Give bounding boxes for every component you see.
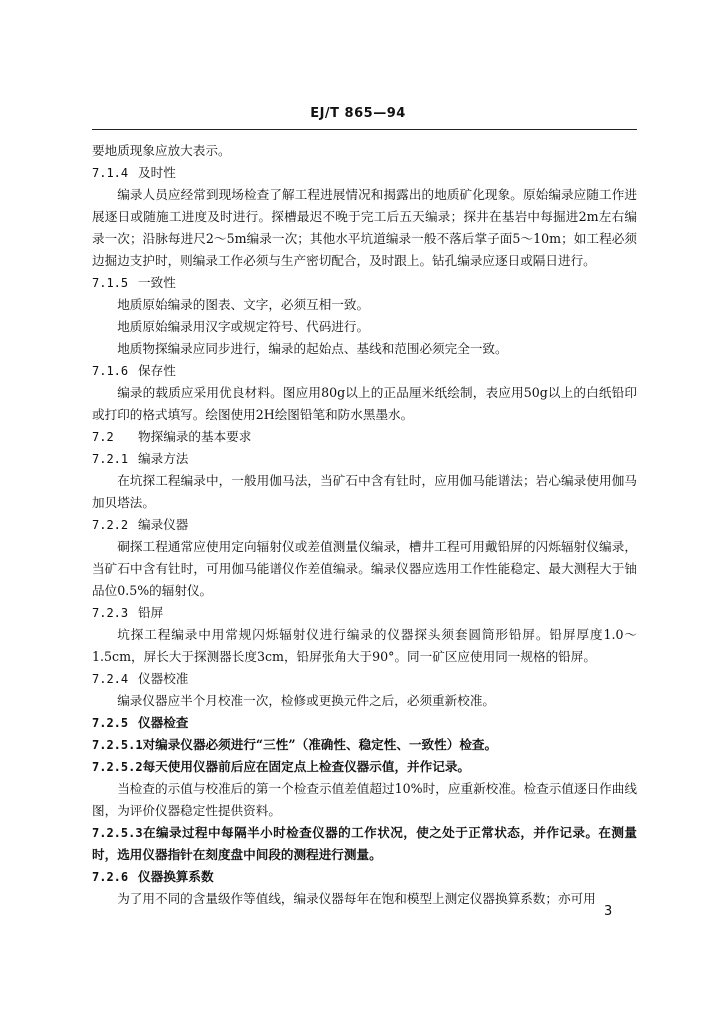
section-number: 7.2.5.1 bbox=[92, 738, 143, 752]
paragraph: 当检查的示值与校准后的第一个检查示值差值超过10%时，应重新校准。检查示值逐日作曲线图，为评价仪器稳定性提供资料。 bbox=[92, 781, 637, 818]
section-heading bbox=[92, 866, 637, 888]
paragraph: 硐探工程通常应使用定向辐射仪或差值测量仪编录，槽井工程可用戴铅屏的闪烁辐射仪编录，当矿石中含有钍时，可用伽马能谱仪作差值编录。编录仪器应选用工作性能稳定、最大测程大于铀品位0.5%的辐射仪。 bbox=[92, 539, 637, 598]
paragraph: 编录仪器应半个月校准一次，检修或更换元件之后，必须重新校准。 bbox=[117, 693, 495, 708]
standard-code-header: EJ/T 865—94 bbox=[310, 106, 406, 121]
section-heading bbox=[92, 448, 637, 470]
paragraph: 坑探工程编录中用常规闪烁辐射仪进行编录的仪器探头须套圆筒形铅屏。铅屏厚度1.0～1.5cm，屏长大于探测器长度3cm，铅屏张角大于90°。同一矿区应使用同一规格的铅屏。 bbox=[92, 627, 637, 664]
paragraph: 要地质现象应放大表示。 bbox=[92, 143, 231, 158]
section-number: 7.2.2 bbox=[92, 518, 129, 532]
section-title: 物探编录的基本要求 bbox=[138, 429, 252, 444]
section-heading bbox=[92, 822, 637, 866]
paragraph: 在坑探工程编录中，一般用伽马法，当矿石中含有钍时，应用伽马能谱法；岩心编录使用伽马加贝塔法。 bbox=[92, 473, 637, 510]
section-heading bbox=[92, 756, 637, 778]
page-number: 3 bbox=[604, 904, 613, 919]
section-title: 一致性 bbox=[138, 275, 176, 290]
section-number: 7.1.5 bbox=[92, 276, 129, 290]
section-number: 7.1.4 bbox=[92, 166, 129, 180]
section-number: 7.2 bbox=[92, 430, 114, 444]
section-heading bbox=[92, 272, 637, 294]
section-number: 7.2.6 bbox=[92, 870, 129, 884]
section-number: 7.2.3 bbox=[92, 606, 129, 620]
section-heading bbox=[92, 162, 637, 184]
section-number: 7.2.5.2 bbox=[92, 760, 143, 774]
section-number: 7.2.1 bbox=[92, 452, 129, 466]
section-number: 7.2.5.3 bbox=[92, 826, 143, 840]
section-title: 铅屏 bbox=[138, 605, 164, 620]
section-heading bbox=[92, 360, 637, 382]
section-title: 编录方法 bbox=[138, 451, 189, 466]
section-heading bbox=[92, 602, 637, 624]
section-title: 对编录仪器必须进行“三性”（准确性、稳定性、一致性）检查。 bbox=[142, 737, 498, 752]
section-title: 仪器检查 bbox=[138, 715, 189, 730]
paragraph: 地质原始编录的图表、文字，必须互相一致。 bbox=[117, 297, 370, 312]
section-title: 在编录过程中每隔半小时检查仪器的工作状况，使之处于正常状态，并作记录。在测量时，选用仪器指针在刻度盘中间段的测程进行测量。 bbox=[92, 825, 637, 862]
document-body bbox=[92, 140, 637, 910]
section-number: 7.2.5 bbox=[92, 716, 129, 730]
section-title: 及时性 bbox=[138, 165, 176, 180]
section-title: 每天使用仪器前后应在固定点上检查仪器示值，并作记录。 bbox=[142, 759, 471, 774]
paragraph: 地质原始编录用汉字或规定符号、代码进行。 bbox=[117, 319, 370, 334]
section-heading bbox=[92, 514, 637, 536]
paragraph: 编录的载质应采用优良材料。图应用80g以上的正品厘米纸绘制，表应用50g以上的白纸铅印或打印的格式填写。绘图使用2H绘图铅笔和防水黑墨水。 bbox=[92, 385, 637, 422]
section-number: 7.1.6 bbox=[92, 364, 129, 378]
section-title: 保存性 bbox=[138, 363, 176, 378]
section-title: 仪器换算系数 bbox=[138, 869, 214, 884]
header-rule bbox=[92, 129, 637, 130]
paragraph: 地质物探编录应同步进行，编录的起始点、基线和范围必须完全一致。 bbox=[117, 341, 508, 356]
paragraph: 为了用不同的含量级作等值线，编录仪器每年在饱和模型上测定仪器换算系数；亦可用 bbox=[117, 891, 596, 906]
section-heading bbox=[92, 426, 637, 448]
section-heading bbox=[92, 668, 637, 690]
section-heading bbox=[92, 712, 637, 734]
section-heading bbox=[92, 734, 637, 756]
section-title: 仪器校准 bbox=[138, 671, 189, 686]
section-title: 编录仪器 bbox=[138, 517, 189, 532]
section-number: 7.2.4 bbox=[92, 672, 129, 686]
paragraph: 编录人员应经常到现场检查了解工程进展情况和揭露出的地质矿化现象。原始编录应随工作进展逐日或随施工进度及时进行。探槽最迟不晚于完工后五天编录；探井在基岩中每掘进2m左右编录一次；沿脉每进尺2～5m编录一次；其他水平坑道编录一般不落后掌子面5～10m；如工程必须边掘边支护时，则编录工作必须与生产密切配合，及时跟上。钻孔编录应逐日或隔日进行。 bbox=[92, 187, 637, 268]
